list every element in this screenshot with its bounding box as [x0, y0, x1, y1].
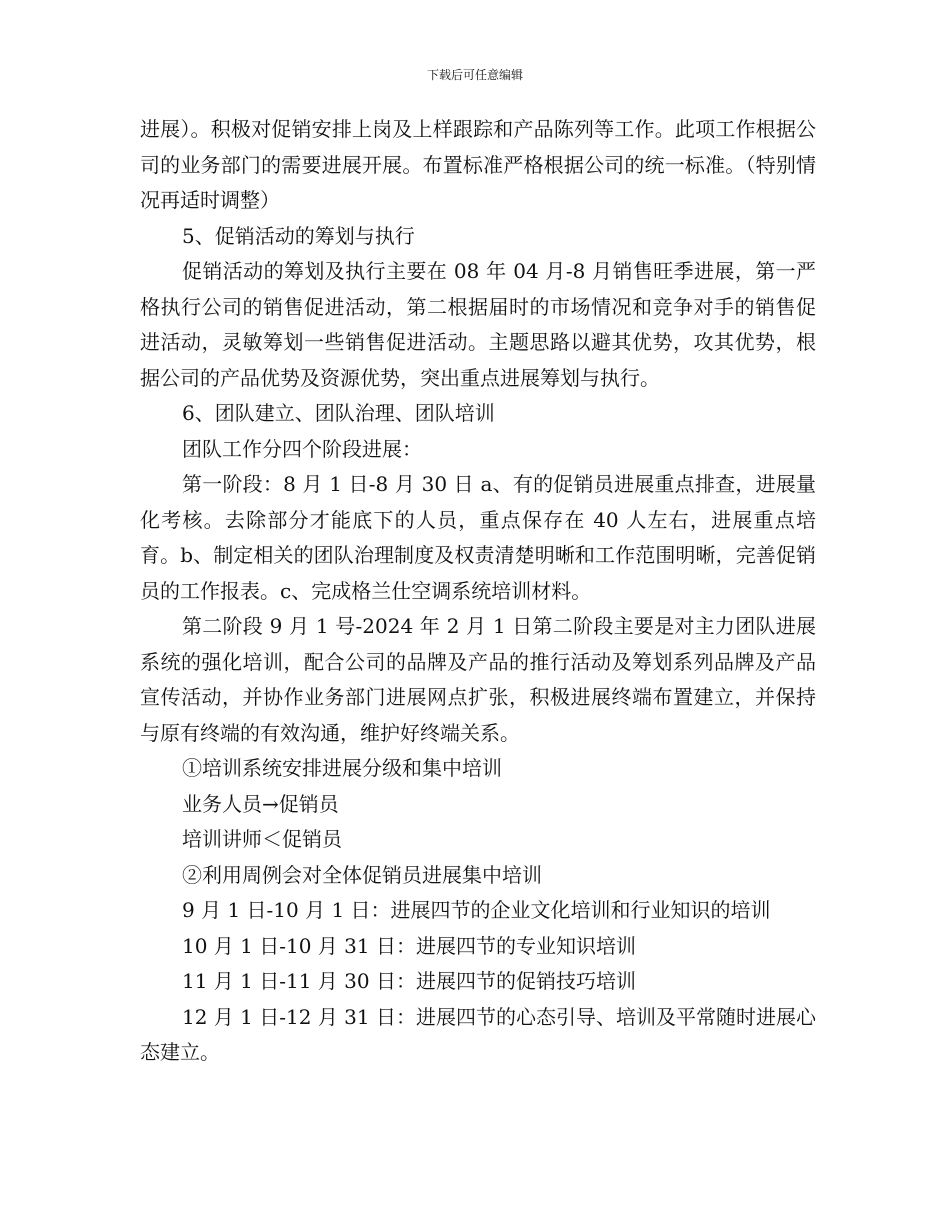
list-item: ①培训系统安排进展分级和集中培训 — [182, 756, 502, 780]
list-item: ②利用周例会对全体促销员进展集中培训 — [182, 862, 542, 887]
paragraph: 第一阶段：8 月 1 日-8 月 30 日 a、有的促销员进展重点排查，进展量化考核。去除部分才能底下的人员，重点保存在 40 人左右，进展重点培育。b、制定相关的团队治理制度及权责清楚明晰和工作范围明晰，完善促销员的工作报表。c、完成格兰仕空调系统培训材料。 — [140, 472, 816, 603]
section-heading: 5、促销活动的筹划与执行 — [182, 223, 415, 248]
section-heading: 6、团队建立、团队治理、团队培训 — [182, 401, 495, 425]
list-item: 培训讲师＜促销员 — [182, 827, 342, 851]
paragraph: 促销活动的筹划及执行主要在 08 年 04 月-8 月销售旺季进展，第一严格执行公司的销售促进活动，第二根据届时的市场情况和竞争对手的销售促进活动，灵敏筹划一些销售促进活动。主题思路以避其优势，攻其优势，根据公司的产品优势及资源优势，突出重点进展筹划与执行。 — [140, 259, 816, 390]
header-note: 下载后可任意编辑 — [426, 68, 523, 82]
schedule-item: 9 月 1 日-10 月 1 日：进展四节的企业文化培训和行业知识的培训 — [182, 898, 771, 922]
paragraph: 进展）。积极对促销安排上岗及上样跟踪和产品陈列等工作。此项工作根据公司的业务部门的需要进展开展。布置标准严格根据公司的统一标准。（特别情况再适时调整） — [140, 117, 816, 212]
schedule-item: 10 月 1 日-10 月 31 日：进展四节的专业知识培训 — [182, 933, 636, 958]
paragraph: 团队工作分四个阶段进展： — [182, 436, 422, 461]
list-item: 业务人员→促销员 — [182, 791, 339, 816]
schedule-item: 12 月 1 日-12 月 31 日：进展四节的心态引导、培训及平常随时进展心态建立。 — [140, 1004, 816, 1064]
paragraph: 第二阶段 9 月 1 号-2024 年 2 月 1 日第二阶段主要是对主力团队进展系统的强化培训，配合公司的品牌及产品的推行活动及筹划系列品牌及产品宣传活动，并协作业务部门进展网点扩张，积极进展终端布置建立，并保持与原有终端的有效沟通，维护好终端关系。 — [140, 614, 816, 745]
document-body — [140, 112, 816, 1071]
schedule-item: 11 月 1 日-11 月 30 日：进展四节的促销技巧培训 — [182, 969, 636, 993]
